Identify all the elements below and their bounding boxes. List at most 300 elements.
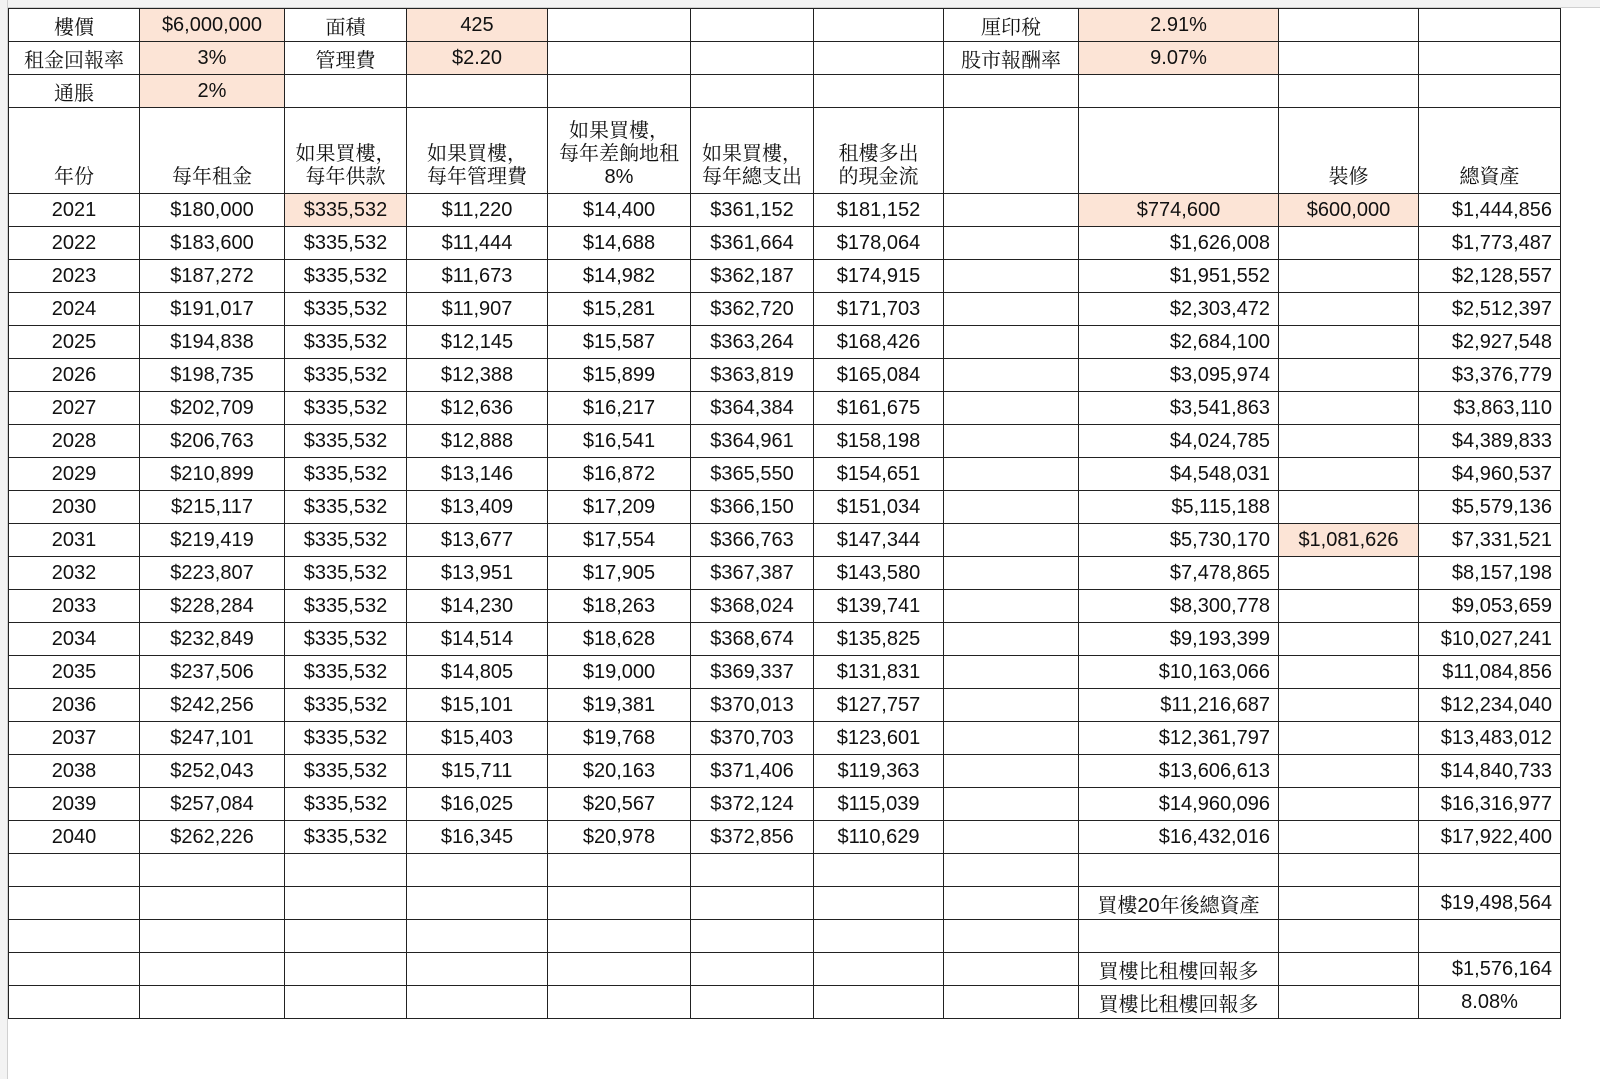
renovation-cell[interactable] (1279, 788, 1419, 821)
empty-cell[interactable] (691, 887, 814, 920)
empty-cell[interactable] (407, 854, 548, 887)
empty-cell[interactable] (9, 920, 140, 953)
empty-cell[interactable] (944, 722, 1079, 755)
mortgage-cell[interactable]: $335,532 (285, 656, 407, 689)
stock-value-cell[interactable]: $3,541,863 (1079, 392, 1279, 425)
assets-cell[interactable]: $2,927,548 (1419, 326, 1561, 359)
empty-cell[interactable] (285, 920, 407, 953)
empty-cell[interactable] (944, 108, 1079, 194)
rent-cell[interactable]: $202,709 (140, 392, 285, 425)
year-cell[interactable]: 2033 (9, 590, 140, 623)
empty-cell[interactable] (944, 953, 1079, 986)
stock-value-cell[interactable]: $3,095,974 (1079, 359, 1279, 392)
empty-cell[interactable] (548, 953, 691, 986)
rates-cell[interactable]: $15,587 (548, 326, 691, 359)
rent-cell[interactable]: $232,849 (140, 623, 285, 656)
mortgage-cell[interactable]: $335,532 (285, 623, 407, 656)
empty-cell[interactable] (944, 986, 1079, 1019)
renovation-cell[interactable] (1279, 623, 1419, 656)
rent-cell[interactable]: $180,000 (140, 194, 285, 227)
stock-value-cell[interactable]: $2,303,472 (1079, 293, 1279, 326)
management-cell[interactable]: $15,101 (407, 689, 548, 722)
cashflow-cell[interactable]: $181,152 (814, 194, 944, 227)
price-value[interactable]: $6,000,000 (140, 9, 285, 42)
rent-yield-label[interactable]: 租金回報率 (9, 42, 140, 75)
stock-value-cell[interactable]: $14,960,096 (1079, 788, 1279, 821)
total-cell[interactable]: $369,337 (691, 656, 814, 689)
management-cell[interactable]: $13,951 (407, 557, 548, 590)
assets-cell[interactable]: $2,512,397 (1419, 293, 1561, 326)
inflation-label[interactable]: 通脹 (9, 75, 140, 108)
assets-cell[interactable]: $3,863,110 (1419, 392, 1561, 425)
management-cell[interactable]: $11,444 (407, 227, 548, 260)
rates-cell[interactable]: $14,982 (548, 260, 691, 293)
header-renovation[interactable]: 裝修 (1279, 108, 1419, 194)
empty-cell[interactable] (407, 953, 548, 986)
assets-cell[interactable]: $4,960,537 (1419, 458, 1561, 491)
total-cell[interactable]: $364,384 (691, 392, 814, 425)
empty-cell[interactable] (814, 953, 944, 986)
empty-cell[interactable] (285, 953, 407, 986)
empty-cell[interactable] (1079, 108, 1279, 194)
total-cell[interactable]: $361,664 (691, 227, 814, 260)
empty-cell[interactable] (944, 557, 1079, 590)
mortgage-cell[interactable]: $335,532 (285, 293, 407, 326)
mortgage-cell[interactable]: $335,532 (285, 788, 407, 821)
total-cell[interactable]: $367,387 (691, 557, 814, 590)
year-cell[interactable]: 2032 (9, 557, 140, 590)
cashflow-cell[interactable]: $174,915 (814, 260, 944, 293)
mortgage-cell[interactable]: $335,532 (285, 326, 407, 359)
empty-cell[interactable] (9, 986, 140, 1019)
renovation-cell[interactable]: $600,000 (1279, 194, 1419, 227)
renovation-cell[interactable] (1279, 392, 1419, 425)
empty-cell[interactable] (814, 75, 944, 108)
management-cell[interactable]: $15,711 (407, 755, 548, 788)
empty-cell[interactable] (1419, 9, 1561, 42)
total-cell[interactable]: $370,013 (691, 689, 814, 722)
empty-cell[interactable] (407, 887, 548, 920)
cashflow-cell[interactable]: $147,344 (814, 524, 944, 557)
cashflow-cell[interactable]: $178,064 (814, 227, 944, 260)
assets-cell[interactable]: $7,331,521 (1419, 524, 1561, 557)
total-cell[interactable]: $362,720 (691, 293, 814, 326)
stock-return-label[interactable]: 股市報酬率 (944, 42, 1079, 75)
empty-cell[interactable] (944, 227, 1079, 260)
year-cell[interactable]: 2040 (9, 821, 140, 854)
renovation-cell[interactable]: $1,081,626 (1279, 524, 1419, 557)
management-fee-label[interactable]: 管理費 (285, 42, 407, 75)
total-cell[interactable]: $372,856 (691, 821, 814, 854)
year-cell[interactable]: 2022 (9, 227, 140, 260)
empty-cell[interactable] (944, 689, 1079, 722)
stock-value-cell[interactable]: $13,606,613 (1079, 755, 1279, 788)
rates-cell[interactable]: $19,768 (548, 722, 691, 755)
assets-cell[interactable]: $14,840,733 (1419, 755, 1561, 788)
buy-vs-rent-label[interactable]: 買樓比租樓回報多 (1079, 953, 1279, 986)
empty-cell[interactable] (1279, 75, 1419, 108)
mortgage-cell[interactable]: $335,532 (285, 590, 407, 623)
rates-cell[interactable]: $15,899 (548, 359, 691, 392)
stock-value-cell[interactable]: $10,163,066 (1079, 656, 1279, 689)
renovation-cell[interactable] (1279, 425, 1419, 458)
empty-cell[interactable] (1079, 920, 1279, 953)
buy-vs-rent-pct-value[interactable]: 8.08% (1419, 986, 1561, 1019)
empty-cell[interactable] (944, 194, 1079, 227)
buy-assets-value[interactable]: $19,498,564 (1419, 887, 1561, 920)
empty-cell[interactable] (944, 458, 1079, 491)
empty-cell[interactable] (407, 920, 548, 953)
empty-cell[interactable] (548, 986, 691, 1019)
total-cell[interactable]: $366,150 (691, 491, 814, 524)
rates-cell[interactable]: $18,628 (548, 623, 691, 656)
empty-cell[interactable] (691, 42, 814, 75)
year-cell[interactable]: 2031 (9, 524, 140, 557)
empty-cell[interactable] (407, 986, 548, 1019)
renovation-cell[interactable] (1279, 227, 1419, 260)
empty-cell[interactable] (944, 260, 1079, 293)
rent-cell[interactable]: $219,419 (140, 524, 285, 557)
management-cell[interactable]: $13,677 (407, 524, 548, 557)
renovation-cell[interactable] (1279, 590, 1419, 623)
total-cell[interactable]: $368,674 (691, 623, 814, 656)
assets-cell[interactable]: $16,316,977 (1419, 788, 1561, 821)
rates-cell[interactable]: $20,978 (548, 821, 691, 854)
rates-cell[interactable]: $20,163 (548, 755, 691, 788)
empty-cell[interactable] (691, 920, 814, 953)
stock-value-cell[interactable]: $2,684,100 (1079, 326, 1279, 359)
rent-cell[interactable]: $206,763 (140, 425, 285, 458)
year-cell[interactable]: 2038 (9, 755, 140, 788)
empty-cell[interactable] (691, 854, 814, 887)
empty-cell[interactable] (548, 9, 691, 42)
renovation-cell[interactable] (1279, 755, 1419, 788)
renovation-cell[interactable] (1279, 326, 1419, 359)
rates-cell[interactable]: $14,688 (548, 227, 691, 260)
empty-cell[interactable] (1279, 854, 1419, 887)
year-cell[interactable]: 2029 (9, 458, 140, 491)
stamp-duty-label[interactable]: 厘印稅 (944, 9, 1079, 42)
year-cell[interactable]: 2037 (9, 722, 140, 755)
rent-cell[interactable]: $187,272 (140, 260, 285, 293)
management-cell[interactable]: $12,636 (407, 392, 548, 425)
empty-cell[interactable] (944, 326, 1079, 359)
buy-assets-label[interactable]: 買樓20年後總資產 (1079, 887, 1279, 920)
empty-cell[interactable] (1279, 9, 1419, 42)
empty-cell[interactable] (691, 953, 814, 986)
empty-cell[interactable] (814, 854, 944, 887)
empty-cell[interactable] (1419, 42, 1561, 75)
cashflow-cell[interactable]: $115,039 (814, 788, 944, 821)
empty-cell[interactable] (814, 920, 944, 953)
empty-cell[interactable] (9, 953, 140, 986)
empty-cell[interactable] (1079, 75, 1279, 108)
empty-cell[interactable] (140, 854, 285, 887)
empty-cell[interactable] (944, 755, 1079, 788)
mortgage-cell[interactable]: $335,532 (285, 689, 407, 722)
mortgage-cell[interactable]: $335,532 (285, 722, 407, 755)
rent-cell[interactable]: $210,899 (140, 458, 285, 491)
empty-cell[interactable] (9, 887, 140, 920)
empty-cell[interactable] (691, 75, 814, 108)
stock-return-value[interactable]: 9.07% (1079, 42, 1279, 75)
cashflow-cell[interactable]: $139,741 (814, 590, 944, 623)
empty-cell[interactable] (691, 9, 814, 42)
cashflow-cell[interactable]: $123,601 (814, 722, 944, 755)
year-cell[interactable]: 2021 (9, 194, 140, 227)
mortgage-cell[interactable]: $335,532 (285, 392, 407, 425)
empty-cell[interactable] (1279, 920, 1419, 953)
cashflow-cell[interactable]: $127,757 (814, 689, 944, 722)
assets-cell[interactable]: $12,234,040 (1419, 689, 1561, 722)
cashflow-cell[interactable]: $161,675 (814, 392, 944, 425)
rent-cell[interactable]: $228,284 (140, 590, 285, 623)
assets-cell[interactable]: $1,444,856 (1419, 194, 1561, 227)
empty-cell[interactable] (814, 887, 944, 920)
empty-cell[interactable] (548, 854, 691, 887)
empty-cell[interactable] (944, 524, 1079, 557)
renovation-cell[interactable] (1279, 656, 1419, 689)
year-cell[interactable]: 2039 (9, 788, 140, 821)
rates-cell[interactable]: $20,567 (548, 788, 691, 821)
cashflow-cell[interactable]: $171,703 (814, 293, 944, 326)
mortgage-cell[interactable]: $335,532 (285, 491, 407, 524)
mortgage-cell[interactable]: $335,532 (285, 194, 407, 227)
empty-cell[interactable] (814, 9, 944, 42)
year-cell[interactable]: 2024 (9, 293, 140, 326)
renovation-cell[interactable] (1279, 293, 1419, 326)
empty-cell[interactable] (944, 788, 1079, 821)
mortgage-cell[interactable]: $335,532 (285, 227, 407, 260)
header-assets[interactable]: 總資產 (1419, 108, 1561, 194)
rates-cell[interactable]: $17,554 (548, 524, 691, 557)
rates-cell[interactable]: $19,381 (548, 689, 691, 722)
year-cell[interactable]: 2036 (9, 689, 140, 722)
renovation-cell[interactable] (1279, 821, 1419, 854)
empty-cell[interactable] (814, 986, 944, 1019)
empty-cell[interactable] (140, 920, 285, 953)
price-label[interactable]: 樓價 (9, 9, 140, 42)
rates-cell[interactable]: $16,217 (548, 392, 691, 425)
management-cell[interactable]: $13,146 (407, 458, 548, 491)
renovation-cell[interactable] (1279, 359, 1419, 392)
rent-cell[interactable]: $242,256 (140, 689, 285, 722)
cashflow-cell[interactable]: $151,034 (814, 491, 944, 524)
total-cell[interactable]: $363,819 (691, 359, 814, 392)
total-cell[interactable]: $370,703 (691, 722, 814, 755)
empty-cell[interactable] (1279, 887, 1419, 920)
assets-cell[interactable]: $5,579,136 (1419, 491, 1561, 524)
empty-cell[interactable] (944, 887, 1079, 920)
cashflow-cell[interactable]: $119,363 (814, 755, 944, 788)
rent-cell[interactable]: $237,506 (140, 656, 285, 689)
empty-cell[interactable] (548, 920, 691, 953)
buy-vs-rent-value[interactable]: $1,576,164 (1419, 953, 1561, 986)
rent-cell[interactable]: $257,084 (140, 788, 285, 821)
stock-value-cell[interactable]: $7,478,865 (1079, 557, 1279, 590)
empty-cell[interactable] (944, 854, 1079, 887)
mortgage-cell[interactable]: $335,532 (285, 755, 407, 788)
renovation-cell[interactable] (1279, 260, 1419, 293)
stock-value-cell[interactable]: $8,300,778 (1079, 590, 1279, 623)
header-rent[interactable]: 每年租金 (140, 108, 285, 194)
year-cell[interactable]: 2034 (9, 623, 140, 656)
cashflow-cell[interactable]: $168,426 (814, 326, 944, 359)
total-cell[interactable]: $372,124 (691, 788, 814, 821)
rent-cell[interactable]: $191,017 (140, 293, 285, 326)
cashflow-cell[interactable]: $110,629 (814, 821, 944, 854)
empty-cell[interactable] (140, 986, 285, 1019)
rent-cell[interactable]: $223,807 (140, 557, 285, 590)
stock-value-cell[interactable]: $774,600 (1079, 194, 1279, 227)
empty-cell[interactable] (944, 920, 1079, 953)
year-cell[interactable]: 2023 (9, 260, 140, 293)
management-fee-value[interactable]: $2.20 (407, 42, 548, 75)
management-cell[interactable]: $12,145 (407, 326, 548, 359)
total-cell[interactable]: $361,152 (691, 194, 814, 227)
assets-cell[interactable]: $4,389,833 (1419, 425, 1561, 458)
mortgage-cell[interactable]: $335,532 (285, 359, 407, 392)
renovation-cell[interactable] (1279, 722, 1419, 755)
stock-value-cell[interactable]: $1,951,552 (1079, 260, 1279, 293)
assets-cell[interactable]: $17,922,400 (1419, 821, 1561, 854)
empty-cell[interactable] (140, 953, 285, 986)
assets-cell[interactable]: $11,084,856 (1419, 656, 1561, 689)
stock-value-cell[interactable]: $16,432,016 (1079, 821, 1279, 854)
empty-cell[interactable] (814, 42, 944, 75)
management-cell[interactable]: $11,673 (407, 260, 548, 293)
area-label[interactable]: 面積 (285, 9, 407, 42)
year-cell[interactable]: 2028 (9, 425, 140, 458)
header-cashflow[interactable]: 租樓多出 的現金流 (814, 108, 944, 194)
mortgage-cell[interactable]: $335,532 (285, 821, 407, 854)
empty-cell[interactable] (1279, 953, 1419, 986)
rent-cell[interactable]: $215,117 (140, 491, 285, 524)
empty-cell[interactable] (9, 854, 140, 887)
management-cell[interactable]: $16,025 (407, 788, 548, 821)
empty-cell[interactable] (944, 656, 1079, 689)
rates-cell[interactable]: $19,000 (548, 656, 691, 689)
cashflow-cell[interactable]: $143,580 (814, 557, 944, 590)
assets-cell[interactable]: $3,376,779 (1419, 359, 1561, 392)
empty-cell[interactable] (1279, 986, 1419, 1019)
year-cell[interactable]: 2030 (9, 491, 140, 524)
management-cell[interactable]: $14,514 (407, 623, 548, 656)
empty-cell[interactable] (407, 75, 548, 108)
total-cell[interactable]: $363,264 (691, 326, 814, 359)
header-total[interactable]: 如果買樓， 每年總支出 (691, 108, 814, 194)
rates-cell[interactable]: $17,209 (548, 491, 691, 524)
empty-cell[interactable] (944, 590, 1079, 623)
management-cell[interactable]: $14,805 (407, 656, 548, 689)
year-cell[interactable]: 2026 (9, 359, 140, 392)
management-cell[interactable]: $12,388 (407, 359, 548, 392)
header-mortgage[interactable]: 如果買樓， 每年供款 (285, 108, 407, 194)
management-cell[interactable]: $16,345 (407, 821, 548, 854)
rent-cell[interactable]: $183,600 (140, 227, 285, 260)
empty-cell[interactable] (1419, 920, 1561, 953)
rent-cell[interactable]: $198,735 (140, 359, 285, 392)
mortgage-cell[interactable]: $335,532 (285, 458, 407, 491)
cashflow-cell[interactable]: $135,825 (814, 623, 944, 656)
cashflow-cell[interactable]: $165,084 (814, 359, 944, 392)
renovation-cell[interactable] (1279, 689, 1419, 722)
stamp-duty-value[interactable]: 2.91% (1079, 9, 1279, 42)
empty-cell[interactable] (944, 392, 1079, 425)
total-cell[interactable]: $371,406 (691, 755, 814, 788)
buy-vs-rent-pct-label[interactable]: 買樓比租樓回報多 (1079, 986, 1279, 1019)
mortgage-cell[interactable]: $335,532 (285, 425, 407, 458)
stock-value-cell[interactable]: $9,193,399 (1079, 623, 1279, 656)
renovation-cell[interactable] (1279, 458, 1419, 491)
cashflow-cell[interactable]: $158,198 (814, 425, 944, 458)
empty-cell[interactable] (548, 887, 691, 920)
empty-cell[interactable] (548, 42, 691, 75)
rates-cell[interactable]: $14,400 (548, 194, 691, 227)
rates-cell[interactable]: $15,281 (548, 293, 691, 326)
cashflow-cell[interactable]: $131,831 (814, 656, 944, 689)
total-cell[interactable]: $362,187 (691, 260, 814, 293)
header-rates[interactable]: 如果買樓， 每年差餉地租 8% (548, 108, 691, 194)
assets-cell[interactable]: $10,027,241 (1419, 623, 1561, 656)
empty-cell[interactable] (1419, 854, 1561, 887)
rates-cell[interactable]: $17,905 (548, 557, 691, 590)
empty-cell[interactable] (285, 75, 407, 108)
header-management[interactable]: 如果買樓， 每年管理費 (407, 108, 548, 194)
empty-cell[interactable] (548, 75, 691, 108)
rent-cell[interactable]: $247,101 (140, 722, 285, 755)
stock-value-cell[interactable]: $4,024,785 (1079, 425, 1279, 458)
stock-value-cell[interactable]: $11,216,687 (1079, 689, 1279, 722)
assets-cell[interactable]: $2,128,557 (1419, 260, 1561, 293)
year-cell[interactable]: 2035 (9, 656, 140, 689)
management-cell[interactable]: $14,230 (407, 590, 548, 623)
mortgage-cell[interactable]: $335,532 (285, 557, 407, 590)
total-cell[interactable]: $365,550 (691, 458, 814, 491)
rent-cell[interactable]: $262,226 (140, 821, 285, 854)
empty-cell[interactable] (285, 986, 407, 1019)
empty-cell[interactable] (691, 986, 814, 1019)
assets-cell[interactable]: $9,053,659 (1419, 590, 1561, 623)
rent-yield-value[interactable]: 3% (140, 42, 285, 75)
renovation-cell[interactable] (1279, 557, 1419, 590)
stock-value-cell[interactable]: $5,115,188 (1079, 491, 1279, 524)
assets-cell[interactable]: $1,773,487 (1419, 227, 1561, 260)
rates-cell[interactable]: $18,263 (548, 590, 691, 623)
stock-value-cell[interactable]: $4,548,031 (1079, 458, 1279, 491)
management-cell[interactable]: $12,888 (407, 425, 548, 458)
year-cell[interactable]: 2027 (9, 392, 140, 425)
empty-cell[interactable] (944, 293, 1079, 326)
empty-cell[interactable] (944, 75, 1079, 108)
empty-cell[interactable] (285, 854, 407, 887)
rent-cell[interactable]: $252,043 (140, 755, 285, 788)
empty-cell[interactable] (285, 887, 407, 920)
empty-cell[interactable] (1279, 42, 1419, 75)
year-cell[interactable]: 2025 (9, 326, 140, 359)
empty-cell[interactable] (1419, 75, 1561, 108)
stock-value-cell[interactable]: $1,626,008 (1079, 227, 1279, 260)
cashflow-cell[interactable]: $154,651 (814, 458, 944, 491)
rates-cell[interactable]: $16,541 (548, 425, 691, 458)
total-cell[interactable]: $366,763 (691, 524, 814, 557)
area-value[interactable]: 425 (407, 9, 548, 42)
total-cell[interactable]: $364,961 (691, 425, 814, 458)
empty-cell[interactable] (944, 491, 1079, 524)
inflation-value[interactable]: 2% (140, 75, 285, 108)
stock-value-cell[interactable]: $12,361,797 (1079, 722, 1279, 755)
mortgage-cell[interactable]: $335,532 (285, 260, 407, 293)
